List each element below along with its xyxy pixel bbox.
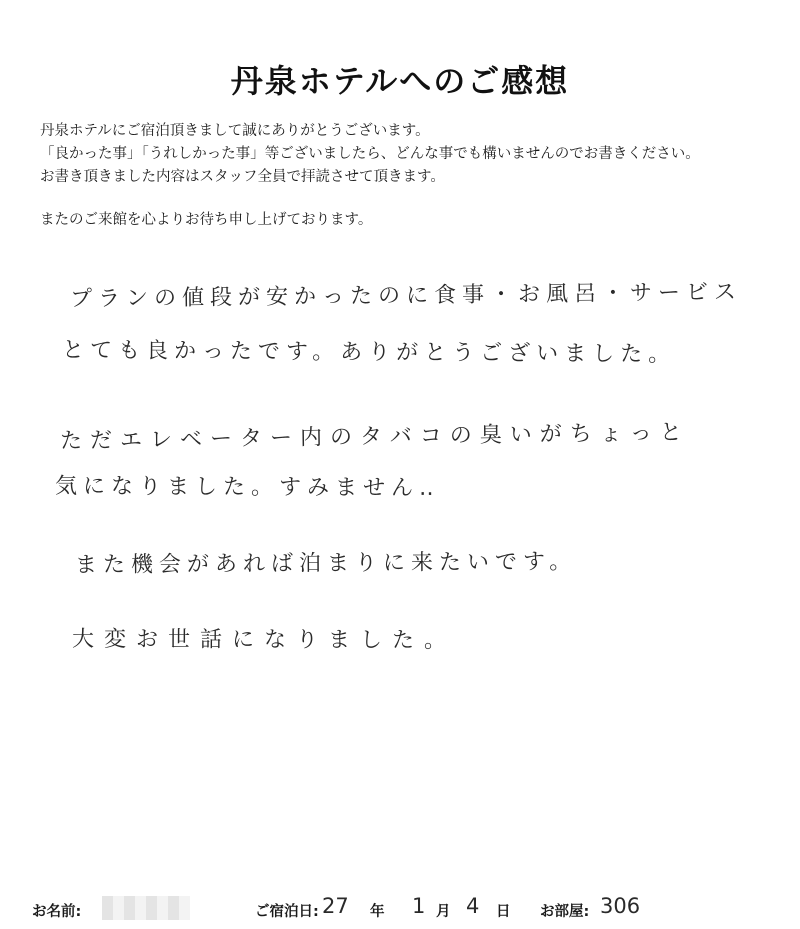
intro-text xyxy=(40,120,780,232)
handwritten-line-1: プランの値段が安かったのに食事・お風呂・サービス xyxy=(69,279,743,312)
intro-spacer xyxy=(40,189,780,209)
stay-day: 4 xyxy=(466,894,480,918)
room-number: 306 xyxy=(600,894,641,918)
handwritten-line-3: ただエレベーター内のタバコの臭いがちょっと xyxy=(59,420,690,454)
stay-date-label: ご宿泊日: xyxy=(255,904,319,920)
handwritten-line-6: 大変お世話になりました。 xyxy=(71,627,457,654)
year-unit: 年 xyxy=(370,904,385,920)
name-label: お名前: xyxy=(32,904,82,920)
intro-line-2: 「良かった事」「うれしかった事」等ございましたら、どんな事でも構いませんのでお書きください。 xyxy=(40,146,700,162)
stay-year: 27 xyxy=(322,894,349,918)
handwritten-line-4: 気になりました。すみません‥ xyxy=(54,474,440,502)
intro-line-4: またのご来館を心よりお待ち申し上げております。 xyxy=(40,212,373,228)
page-title: 丹泉ホテルへのご感想 xyxy=(230,62,570,100)
redacted-name xyxy=(102,896,190,920)
handwritten-line-2: とても良かったです。ありがとうございました。 xyxy=(61,338,677,368)
intro-line-3: お書き頂きました内容はスタッフ全員で拝読させて頂きます。 xyxy=(40,169,445,185)
form-footer xyxy=(0,896,800,926)
handwritten-line-5: また機会があれば泊まりに来たいです。 xyxy=(74,549,578,578)
month-unit: 月 xyxy=(436,904,451,920)
day-unit: 日 xyxy=(496,904,511,920)
intro-line-1: 丹泉ホテルにご宿泊頂きまして誠にありがとうございます。 xyxy=(40,123,430,139)
stay-month: 1 xyxy=(412,894,426,918)
room-label: お部屋: xyxy=(540,904,590,920)
